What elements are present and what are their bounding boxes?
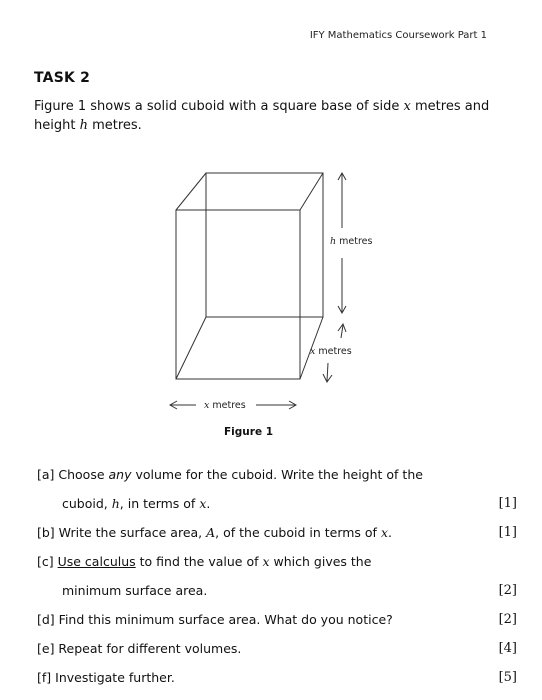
part-f-mark: [5] xyxy=(498,670,517,685)
part-d-line xyxy=(37,605,519,634)
part-e-line xyxy=(37,634,519,663)
width-label: x metres xyxy=(204,400,246,411)
question-parts xyxy=(37,460,519,692)
part-c-text: to find the value of xyxy=(135,554,263,569)
part-c-text: minimum surface area. xyxy=(62,583,208,598)
cuboid-edge xyxy=(300,173,323,210)
part-c-line-2 xyxy=(37,576,519,605)
part-b-mark: [1] xyxy=(498,525,517,540)
depth-label: x metres xyxy=(310,346,352,357)
part-e-mark: [4] xyxy=(498,641,517,656)
part-b-text: , of the cuboid in terms of xyxy=(215,525,381,540)
cuboid-figure xyxy=(150,160,410,426)
part-a-text: volume for the cuboid. Write the height of the xyxy=(131,467,423,482)
intro-text: Figure 1 shows a solid cuboid with a square base of side xyxy=(34,99,404,114)
part-c-line-1 xyxy=(37,547,519,576)
intro-text: metres. xyxy=(87,118,142,133)
task-title: TASK 2 xyxy=(34,70,91,86)
intro-paragraph xyxy=(34,97,509,135)
part-c-underline: Use calculus xyxy=(57,554,136,569)
part-d-text: [d] Find this minimum surface area. What do you notice? xyxy=(37,612,393,627)
part-a-var-x: x xyxy=(199,496,207,511)
part-b-text: . xyxy=(388,525,392,540)
height-label: h metres xyxy=(330,236,373,247)
part-d-mark: [2] xyxy=(498,612,517,627)
part-b-var-a: A xyxy=(206,525,216,540)
intro-text: metres and xyxy=(410,99,490,114)
part-b-text: [b] Write the surface area, xyxy=(37,525,207,540)
part-b-line xyxy=(37,518,519,547)
page-header: IFY Mathematics Coursework Part 1 xyxy=(309,30,487,41)
part-f-line xyxy=(37,663,519,692)
cuboid-back-face xyxy=(206,173,323,317)
part-a-var-h: h xyxy=(111,496,120,511)
cuboid-front-face xyxy=(176,210,300,379)
part-a-text: . xyxy=(206,496,211,511)
part-c-var-x: x xyxy=(262,554,270,569)
intro-var-x: x xyxy=(403,99,411,114)
part-a-text: , in terms of xyxy=(119,496,200,511)
part-a-text: [a] Choose xyxy=(37,467,109,482)
part-c-text: [c] xyxy=(37,554,58,569)
cuboid-edge xyxy=(176,317,206,379)
part-a-mark: [1] xyxy=(498,496,517,511)
part-c-text: which gives the xyxy=(269,554,372,569)
cuboid-diagram xyxy=(150,160,410,422)
part-e-text: [e] Repeat for different volumes. xyxy=(37,641,242,656)
part-f-text: [f] Investigate further. xyxy=(37,670,175,685)
part-a-text: cuboid, xyxy=(62,496,112,511)
part-c-mark: [2] xyxy=(498,583,517,598)
part-a-line-1 xyxy=(37,460,519,489)
figure-caption: Figure 1 xyxy=(224,426,274,438)
intro-text: height xyxy=(34,118,80,133)
part-b-var-x: x xyxy=(380,525,388,540)
part-a-emphasis: any xyxy=(108,467,132,482)
part-a-line-2 xyxy=(37,489,519,518)
cuboid-edge xyxy=(176,173,206,210)
intro-var-h: h xyxy=(79,118,88,133)
